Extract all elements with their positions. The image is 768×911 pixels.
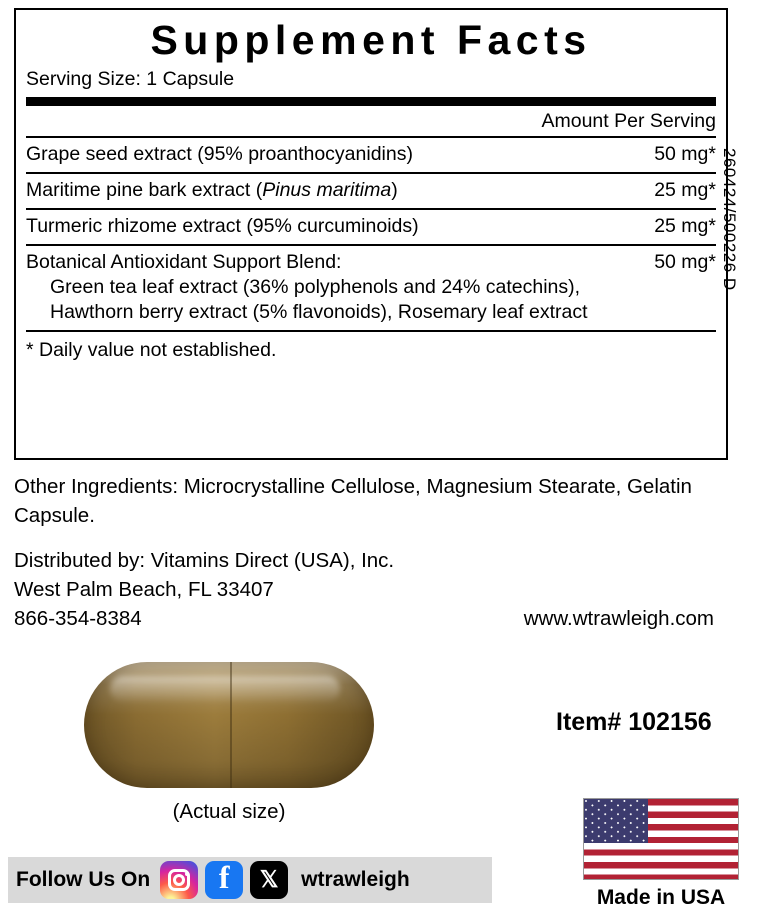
daily-value-footnote: * Daily value not established. bbox=[26, 339, 277, 361]
facebook-icon[interactable] bbox=[205, 861, 243, 899]
social-handle: wtrawleigh bbox=[301, 868, 410, 891]
ingredient-amount: 50 mg* bbox=[654, 143, 716, 165]
table-row bbox=[26, 174, 716, 208]
usa-flag-icon bbox=[583, 798, 739, 880]
ingredient-name: Grape seed extract (95% proanthocyanidins) bbox=[26, 143, 413, 165]
table-row bbox=[26, 138, 716, 172]
facebook-icon-glyph: f bbox=[218, 859, 230, 895]
website-url[interactable]: www.wtrawleigh.com bbox=[523, 607, 714, 630]
ingredient-name-latin: Pinus maritima bbox=[262, 179, 392, 201]
amount-per-serving-header: Amount Per Serving bbox=[541, 110, 716, 132]
ingredient-name bbox=[26, 178, 654, 203]
flag-stars bbox=[584, 799, 648, 843]
actual-size-caption: (Actual size) bbox=[172, 800, 286, 823]
ingredient-name-pre: Maritime pine bark extract ( bbox=[26, 179, 263, 201]
other-ingredients: Other Ingredients: Microcrystalline Cellulose, Magnesium Stearate, Gelatin Capsule. bbox=[14, 475, 692, 527]
label-text-block bbox=[14, 472, 744, 633]
capsule-graphic bbox=[84, 662, 374, 788]
distributor-line-1: Distributed by: Vitamins Direct (USA), Inc. bbox=[14, 549, 395, 572]
ingredient-amount: 25 mg* bbox=[654, 215, 716, 237]
phone-number: 866-354-8384 bbox=[14, 607, 142, 630]
made-in-usa-block bbox=[578, 798, 744, 910]
instagram-icon[interactable] bbox=[160, 861, 198, 899]
ingredient-name: Botanical Antioxidant Support Blend: bbox=[26, 251, 342, 273]
supplement-facts-panel bbox=[14, 8, 728, 460]
follow-us-bar bbox=[8, 857, 492, 903]
serving-size: Serving Size: 1 Capsule bbox=[26, 68, 235, 90]
capsule-seam bbox=[230, 662, 232, 788]
table-row bbox=[26, 246, 716, 330]
capsule-highlight bbox=[110, 676, 340, 702]
blend-block bbox=[26, 250, 654, 325]
ingredient-name-post: ) bbox=[391, 179, 398, 201]
x-twitter-icon[interactable] bbox=[250, 861, 288, 899]
blend-subingredients: Green tea leaf extract (36% polyphenols and 24% catechins), Hawthorn berry extract (5% flavonoids), Rosemary leaf extract bbox=[50, 276, 588, 323]
thick-rule bbox=[26, 97, 716, 106]
capsule-image bbox=[74, 662, 384, 824]
distributor-line-2: West Palm Beach, FL 33407 bbox=[14, 578, 274, 601]
ingredient-amount: 25 mg* bbox=[654, 179, 716, 201]
x-twitter-icon-glyph: 𝕏 bbox=[259, 866, 279, 892]
follow-us-label: Follow Us On bbox=[16, 868, 151, 891]
ingredient-amount: 50 mg* bbox=[654, 251, 716, 273]
lot-code: 260424/500226 D bbox=[720, 148, 739, 291]
made-in-usa-caption: Made in USA bbox=[596, 886, 726, 909]
table-row bbox=[26, 210, 716, 244]
ingredient-name: Turmeric rhizome extract (95% curcuminoids) bbox=[26, 215, 419, 237]
item-number: Item# 102156 bbox=[556, 708, 712, 736]
panel-title: Supplement Facts bbox=[150, 17, 592, 63]
